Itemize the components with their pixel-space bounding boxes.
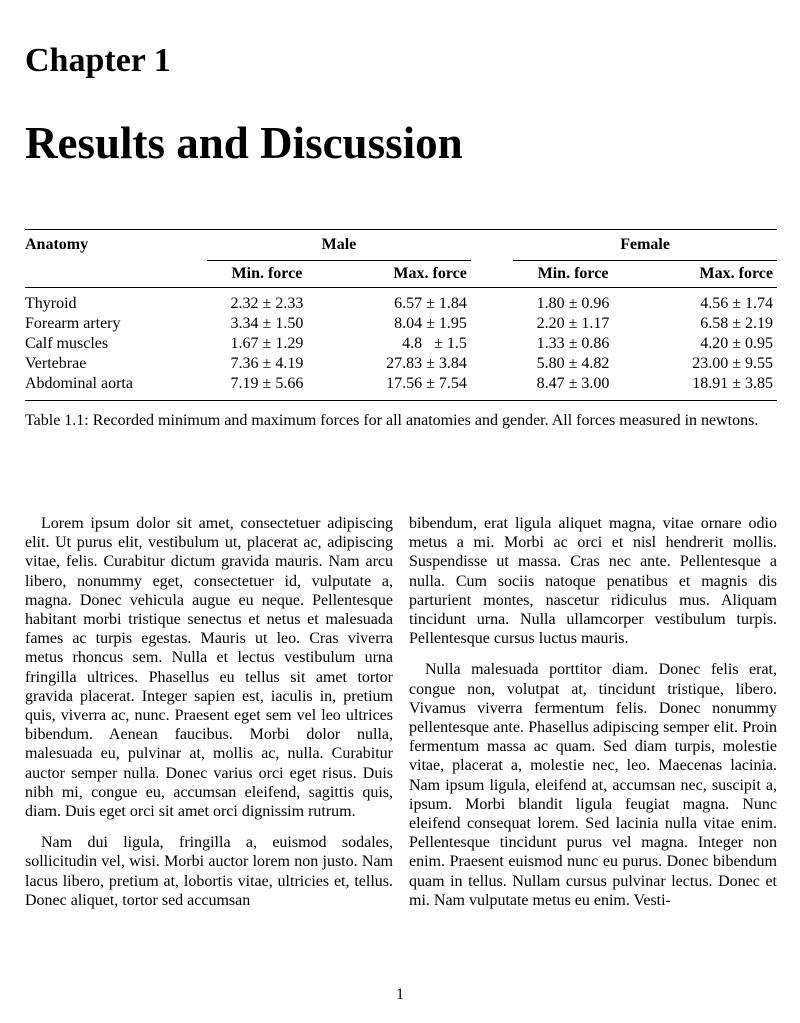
cell-female-min: 1.33 ± 0.86	[536, 335, 610, 352]
body-column-right	[409, 514, 777, 964]
table-caption: Table 1.1: Recorded minimum and maximum forces for all anatomies and gender. All forces measured in newtons.	[25, 412, 759, 429]
table-row	[25, 354, 777, 374]
header-female-min: Min. force	[513, 261, 633, 288]
body-paragraph: Lorem ipsum dolor sit amet, consectetuer adipiscing elit. Ut purus elit, vestibulum ut, placerat ac, adipiscing vitae, felis. Curabitur dictum gravida mauris. Nam arcu libero, nonummy eget, consectetuer id, vulputate a, magna. Donec vehicula augue eu neque. Pellentesque habitant morbi tristique senectus et netus et malesuada fames ac turpis egestas. Mauris ut leo. Cras viverra metus rhoncus sem. Nulla et lectus vestibulum urna fringilla ultrices. Phasellus eu tellus sit amet tortor gravida placerat. Integer sapien est, iaculis in, pretium quis, viverra ac, nunc. Praesent eget sem vel leo ultrices bibendum. Aenean faucibus. Morbi dolor nulla, malesuada eu, pulvinar at, mollis ac, nulla. Curabitur auctor semper nulla. Donec varius orci eget risus. Duis nibh mi, congue eu, accumsan eleifend, sagittis quis, diam. Duis eget orci sit amet orci dignissim rutrum.	[25, 515, 393, 821]
body-paragraph: Nulla malesuada porttitor diam. Donec felis erat, congue non, volutpat at, tincidunt tristique, libero. Vivamus viverra fermentum felis. Donec nonummy pellentesque ante. Phasellus adipiscing semper elit. Proin fermentum massa ac quam. Sed diam turpis, molestie vitae, placerat a, molestie nec, leo. Maecenas lacinia. Nam ipsum ligula, eleifend at, accumsan nec, suscipit a, ipsum. Morbi blandit ligula feugiat magna. Nunc eleifend consequat lorem. Sed lacinia nulla vitae enim. Pellentesque tincidunt purus vel magna. Integer non enim. Praesent euismod nunc eu purus. Donec bibendum quam in tellus. Nullam cursus pulvinar lectus. Donec et mi. Nam vulputate metus eu enim. Vesti-	[409, 661, 777, 909]
cell-female-max: 23.00 ± 9.55	[692, 355, 773, 372]
cell-anatomy: Abdominal aorta	[25, 374, 198, 401]
cell-female-max: 18.91 ± 3.85	[633, 374, 777, 401]
cell-female-min: 1.80 ± 0.96	[536, 295, 610, 312]
cell-male-min: 7.36 ± 4.19	[230, 355, 304, 372]
table-header-row-groups	[25, 230, 777, 261]
cell-anatomy: Forearm artery	[25, 315, 121, 332]
cell-anatomy: Thyroid	[25, 295, 77, 312]
cell-male-max: 4.8 ± 1.5	[402, 335, 467, 352]
table-row	[25, 374, 777, 401]
cell-male-max: 6.57 ± 1.84	[394, 295, 467, 312]
header-anatomy: Anatomy	[25, 236, 89, 254]
cell-female-min: 8.47 ± 3.00	[513, 374, 633, 401]
table-header-row-columns	[25, 261, 777, 288]
table-row	[25, 334, 777, 354]
chapter-label: Chapter 1	[25, 42, 171, 79]
cell-male-min: 7.19 ± 5.66	[207, 374, 327, 401]
header-male: Male	[207, 230, 471, 261]
table-row	[25, 314, 777, 334]
chapter-title: Results and Discussion	[25, 118, 463, 168]
cell-female-min: 2.20 ± 1.17	[536, 315, 610, 332]
cell-male-max: 17.56 ± 7.54	[327, 374, 471, 401]
page-number: 1	[396, 986, 404, 1003]
cell-male-max: 27.83 ± 3.84	[386, 355, 467, 372]
cell-anatomy: Calf muscles	[25, 335, 109, 352]
cell-male-min: 2.32 ± 2.33	[230, 295, 304, 312]
body-column-left	[25, 514, 393, 910]
cell-female-max: 4.56 ± 1.74	[700, 295, 773, 312]
header-female: Female	[513, 230, 777, 261]
table-row	[25, 288, 777, 315]
cell-male-min: 1.67 ± 1.29	[230, 335, 304, 352]
cell-female-min: 5.80 ± 4.82	[536, 355, 610, 372]
cell-female-max: 6.58 ± 2.19	[700, 315, 773, 332]
cell-anatomy: Vertebrae	[25, 355, 87, 372]
results-table-container	[25, 229, 777, 401]
header-female-max: Max. force	[633, 261, 777, 288]
body-paragraph: Nam dui ligula, fringilla a, euismod sodales, sollicitudin vel, wisi. Morbi auctor lorem non justo. Nam lacus libero, pretium at, lobortis vitae, ultricies et, tellus. Donec aliquet, tortor sed accumsan	[25, 834, 393, 909]
header-male-min: Min. force	[207, 261, 327, 288]
header-male-max: Max. force	[327, 261, 471, 288]
cell-male-max: 8.04 ± 1.95	[394, 315, 467, 332]
cell-male-min: 3.34 ± 1.50	[230, 315, 304, 332]
body-paragraph: bibendum, erat ligula aliquet magna, vitae ornare odio metus a mi. Morbi ac orci et nisl hendrerit mollis. Suspendisse ut massa. Cras nec ante. Pellentesque a nulla. Cum sociis natoque penatibus et magnis dis parturient montes, nascetur ridiculus mus. Aliquam tincidunt urna. Nulla ullamcorper vestibulum turpis. Pellentesque cursus luctus mauris.	[409, 515, 777, 648]
cell-female-max: 4.20 ± 0.95	[700, 335, 773, 352]
results-table	[25, 229, 777, 401]
